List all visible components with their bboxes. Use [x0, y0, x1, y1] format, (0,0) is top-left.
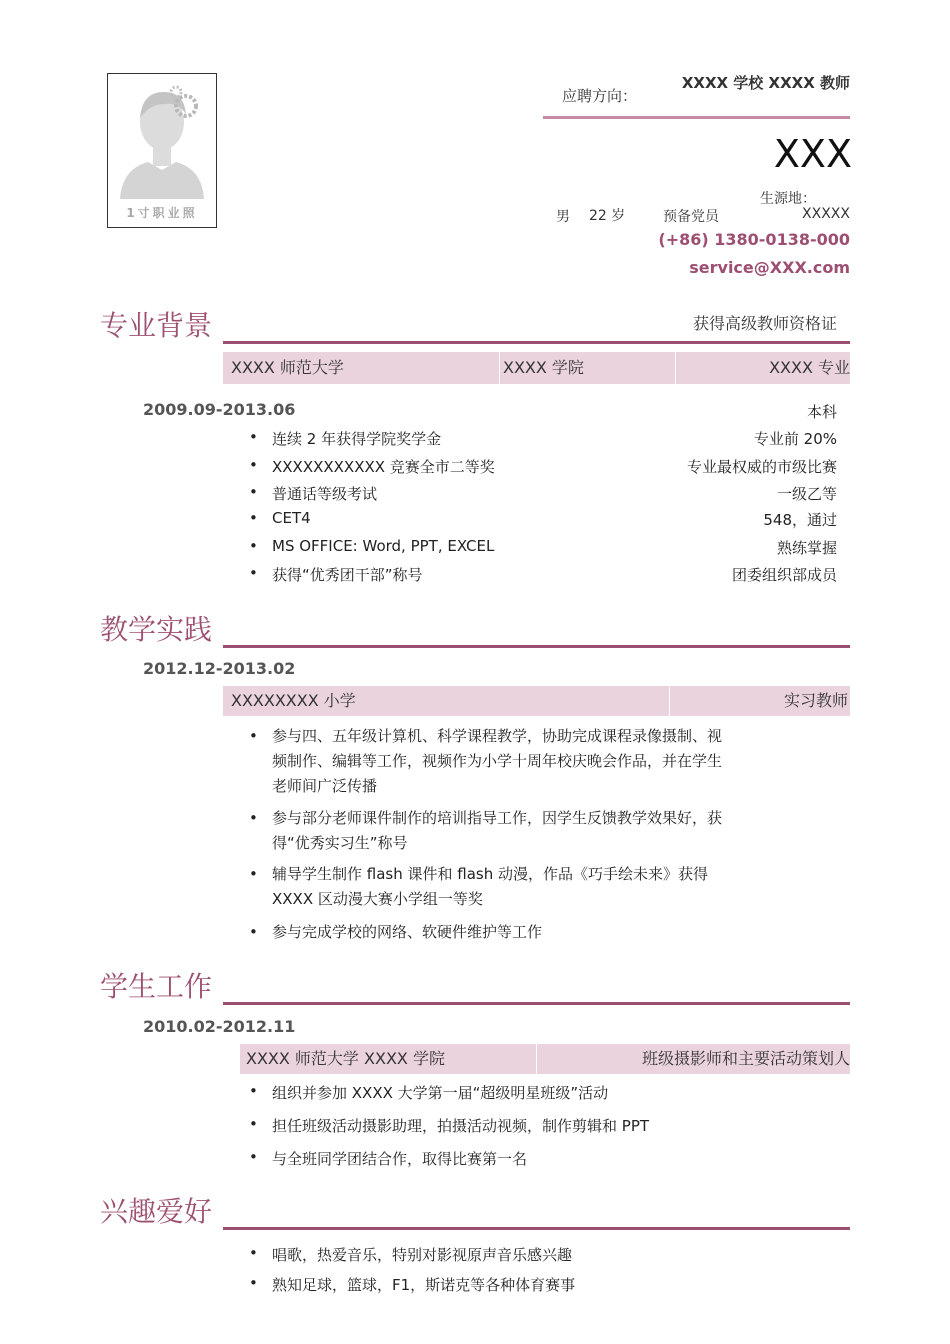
section-title-background: 专业背景 [100, 309, 213, 342]
list-item-value: 团委组织部成员 [731, 566, 837, 584]
list-item-value: 专业最权威的市级比赛 [686, 458, 837, 476]
age: 22 岁 [589, 208, 626, 224]
section-title-student-work: 学生工作 [100, 970, 213, 1003]
teaching-role: 实习教师 [783, 691, 848, 710]
position-value: XXXX 学校 XXXX 教师 [681, 74, 850, 92]
list-item-value: 专业前 20% [753, 430, 837, 448]
university-name: XXXX 师范大学 [231, 358, 344, 377]
profile-photo-frame [107, 73, 217, 228]
list-item-value: 一级乙等 [776, 485, 837, 503]
party-status: 预备党员 [663, 209, 719, 225]
certificate-note: 获得高级教师资格证 [692, 314, 837, 333]
email-address: service@XXX.com [689, 258, 850, 277]
phone-number: (+86) 1380-0138-000 [658, 230, 850, 249]
gender: 男 [556, 209, 570, 225]
degree: 本科 [806, 403, 837, 421]
position-label: 应聘方向： [562, 87, 638, 105]
section-rule [223, 645, 850, 648]
section-title-teaching: 教学实践 [100, 613, 213, 646]
education-band [223, 352, 850, 384]
teaching-date: 2012.12-2013.02 [143, 659, 296, 678]
major-name: XXXX 专业 [769, 358, 850, 377]
school-name: XXXXXXXX 小学 [231, 691, 356, 710]
band-divider [536, 1044, 537, 1074]
origin-value: XXXXX [802, 206, 850, 222]
section-rule [223, 1002, 850, 1005]
education-date: 2009.09-2013.06 [143, 400, 296, 419]
student-work-role: 班级摄影师和主要活动策划人 [641, 1049, 850, 1068]
org-name: XXXX 师范大学 XXXX 学院 [246, 1049, 445, 1068]
college-name: XXXX 学院 [503, 358, 584, 377]
photo-label: 1寸职业照 [126, 206, 198, 220]
teaching-band [223, 686, 850, 716]
section-title-hobbies: 兴趣爱好 [100, 1195, 213, 1228]
student-work-band [240, 1044, 850, 1074]
position-divider [543, 116, 850, 119]
list-item-value: 熟练掌握 [776, 539, 837, 557]
list-item-value: 548，通过 [763, 511, 837, 529]
band-divider [669, 686, 670, 716]
origin-label: 生源地： [760, 191, 816, 207]
band-divider [499, 352, 500, 384]
candidate-name: XXX [773, 132, 852, 176]
student-work-date: 2010.02-2012.11 [143, 1017, 296, 1036]
section-rule [223, 1227, 850, 1230]
section-rule [223, 341, 850, 344]
